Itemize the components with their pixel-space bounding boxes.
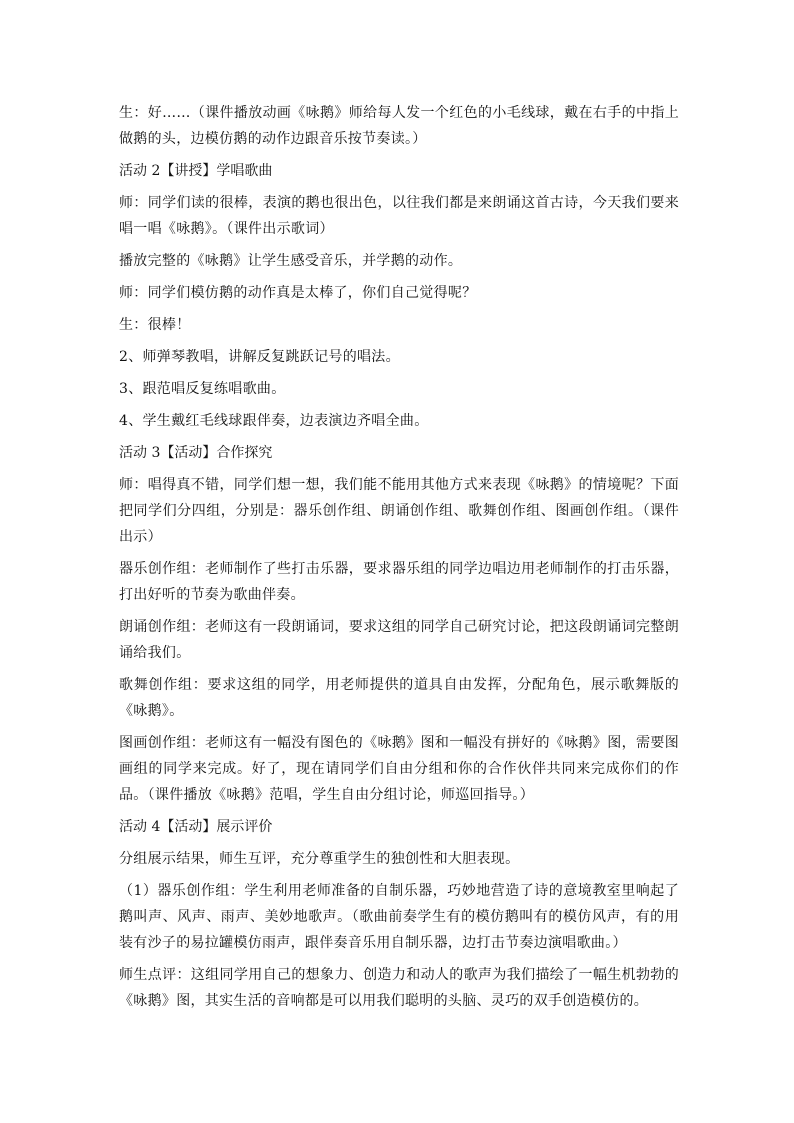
section-heading-activity-3: 活动 3【活动】合作探究 [119, 445, 273, 461]
list-item: 4、学生戴红毛线球跟伴奏，边表演边齐唱全曲。 [119, 413, 429, 429]
paragraph: 图画创作组：老师这有一幅没有图色的《咏鹅》图和一幅没有拼好的《咏鹅》图，需要图画组的同学来完成。好了，现在请同学们自由分组和你的合作伙伴共同来完成你们的作品。（课件播放《咏鹅》范唱，学生自由分组讨论，师巡回指导。） [119, 735, 679, 803]
paragraph: 朗诵创作组：老师这有一段朗诵词，要求这组的同学自己研究讨论，把这段朗诵词完整朗诵给我们。 [119, 619, 679, 661]
paragraph: 歌舞创作组：要求这组的同学，用老师提供的道具自由发挥，分配角色，展示歌舞版的《咏鹅》。 [119, 677, 679, 719]
paragraph: 生：很棒！ [119, 317, 191, 333]
paragraph: 师生点评：这组同学用自己的想象力、创造力和动人的歌声为我们描绘了一幅生机勃勃的《咏鹅》图，其实生活的音响都是可以用我们聪明的头脑、灵巧的双手创造模仿的。 [119, 967, 679, 1009]
paragraph: 师：同学们模仿鹅的动作真是太棒了，你们自己觉得呢？ [119, 285, 477, 301]
paragraph: 播放完整的《咏鹅》让学生感受音乐，并学鹅的动作。 [119, 253, 463, 269]
list-item: 3、跟范唱反复练唱歌曲。 [119, 381, 286, 397]
section-heading-activity-2: 活动 2【讲授】学唱歌曲 [119, 163, 273, 179]
paragraph: 师：唱得真不错，同学们想一想，我们能不能用其他方式来表现《咏鹅》的情境呢？下面把同学们分四组，分别是：器乐创作组、朗诵创作组、歌舞创作组、图画创作组。（课件出示） [119, 477, 679, 545]
document-body [119, 100, 679, 1020]
list-item: 2、师弹琴教唱，讲解反复跳跃记号的唱法。 [119, 349, 400, 365]
paragraph: 生：好……（课件播放动画《咏鹅》师给每人发一个红色的小毛线球，戴在右手的中指上做鹅的头，边模仿鹅的动作边跟音乐按节奏读。） [119, 105, 679, 147]
paragraph: 分组展示结果，师生互评，充分尊重学生的独创性和大胆表现。 [119, 851, 520, 867]
paragraph: （1）器乐创作组：学生利用老师准备的自制乐器，巧妙地营造了诗的意境教室里响起了鹅叫声、风声、雨声、美妙地歌声。（歌曲前奏学生有的模仿鹅叫有的模仿风声，有的用装有沙子的易拉罐模仿雨声，跟伴奏音乐用自制乐器，边打击节奏边演唱歌曲。） [119, 883, 679, 951]
section-heading-activity-4: 活动 4【活动】展示评价 [119, 819, 273, 835]
paragraph: 器乐创作组：老师制作了些打击乐器，要求器乐组的同学边唱边用老师制作的打击乐器，打出好听的节奏为歌曲伴奏。 [119, 561, 679, 603]
paragraph: 师：同学们读的很棒，表演的鹅也很出色，以往我们都是来朗诵这首古诗，今天我们要来唱一唱《咏鹅》。（课件出示歌词） [119, 195, 679, 237]
